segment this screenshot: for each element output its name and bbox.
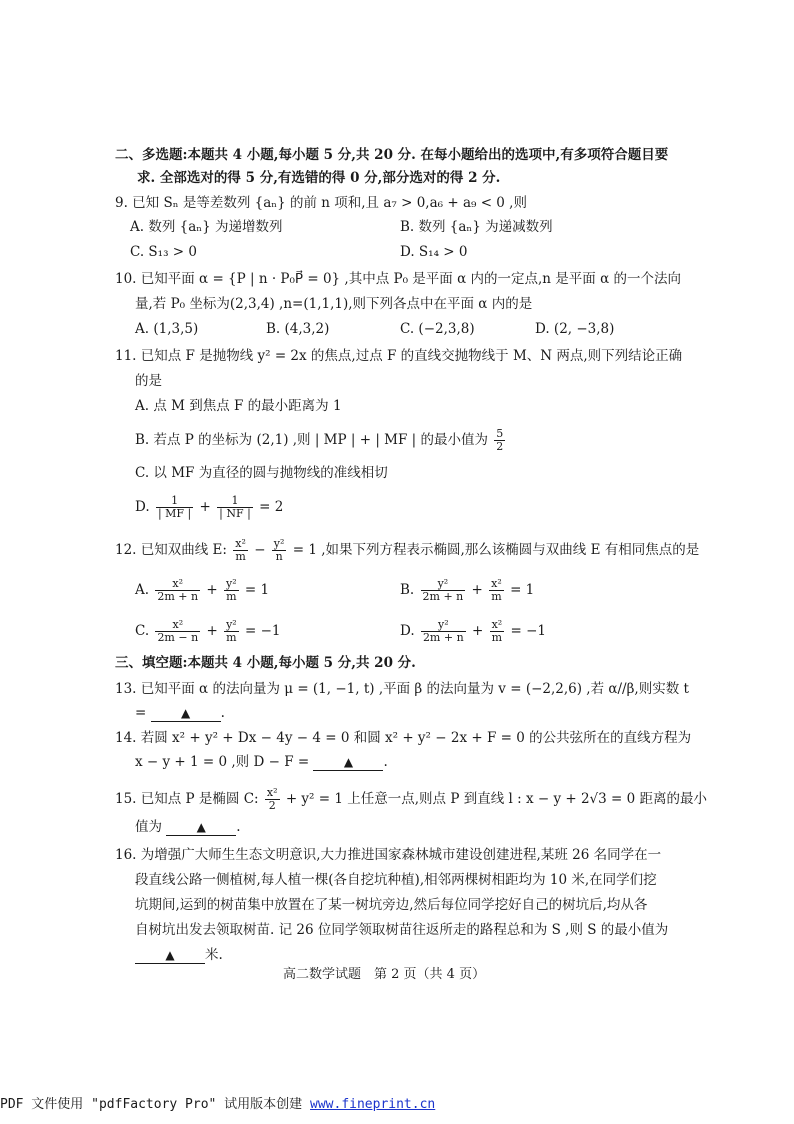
q13-line2 (135, 704, 225, 722)
q11-d-frac2 (217, 495, 253, 520)
q11-b-frac-den: 2 (496, 440, 504, 453)
q12-stem-frac2 (272, 538, 287, 563)
q12-d-op: + (471, 623, 484, 639)
q12-stem-post: = 1 ,如果下列方程表示椭圆,那么该椭圆与双曲线 E 有相同焦点的是 (292, 542, 700, 558)
q13-stem: 13. 已知平面 α 的法向量为 μ = (1, −1, t) ,平面 β 的法向量为 v = (−2,2,6) ,若 α//β,则实数 t (115, 681, 689, 697)
q12-d-frac1-num: y² (421, 619, 466, 632)
q12-stem-frac2-den: n (275, 550, 283, 563)
q10-option-a: A. (1,3,5) (135, 321, 199, 337)
q13-period: . (220, 705, 225, 721)
q9-option-c: C. S₁₃ > 0 (130, 244, 197, 260)
q12-b-rhs: = 1 (510, 582, 535, 598)
q11-d-frac1-den: | MF | (157, 507, 192, 520)
q12-stem-frac1 (233, 538, 248, 563)
q12-stem (115, 538, 699, 563)
q12-c-frac1-den: 2m − n (157, 631, 199, 644)
q16-unit: 米. (205, 947, 223, 963)
section2-header: 二、多选题:本题共 4 小题,每小题 5 分,共 20 分. 在每小题给出的选项中,有多项符合题目要 (115, 147, 669, 163)
q15-stem-pre: 15. 已知点 P 是椭圆 C: (115, 791, 259, 807)
blank-triangle-icon: ▲ (180, 706, 191, 720)
q9-option-a: A. 数列 {aₙ} 为递增数列 (130, 219, 283, 235)
q12-c-frac2-num: y² (226, 618, 237, 631)
q12-c-label: C. (135, 623, 150, 639)
q16-line4: 自树坑出发去领取树苗. 记 26 位同学领取树苗往返所走的路程总和为 S ,则 S 的最小值为 (135, 922, 669, 938)
q16-answer-blank[interactable] (135, 948, 205, 964)
q12-stem-minus: − (254, 542, 266, 558)
q15-period: . (236, 819, 241, 835)
q14-stem: 14. 若圆 x² + y² + Dx − 4y − 4 = 0 和圆 x² + y² − 2x + F = 0 的公共弦所在的直线方程为 (115, 730, 692, 746)
q11-stem-line1: 11. 已知点 F 是抛物线 y² = 2x 的焦点,过点 F 的直线交抛物线于 M、N 两点,则下列结论正确 (115, 348, 683, 364)
q12-c-rhs: = −1 (245, 623, 281, 639)
q12-stem-frac1-num: x² (235, 537, 246, 550)
q11-d-equals: = 2 (259, 499, 284, 515)
q15-frac-num: x² (266, 786, 278, 799)
q12-b-frac1-den: 2m + n (422, 590, 464, 603)
q11-option-c: C. 以 MF 为直径的圆与抛物线的准线相切 (135, 465, 388, 481)
q11-d-frac2-den: | NF | (219, 507, 251, 520)
q9-option-d: D. S₁₄ > 0 (400, 244, 468, 260)
q15-frac-den: 2 (268, 799, 276, 812)
q12-d-label: D. (400, 623, 415, 639)
q15-line2-text: 值为 (135, 819, 162, 835)
q11-b-frac-num: 5 (496, 427, 504, 440)
q14-period: . (383, 754, 388, 770)
q12-c-frac1-num: x² (155, 619, 200, 632)
section2-header-cont: 求. 全部选对的得 5 分,有选错的得 0 分,部分选对的得 2 分. (137, 170, 501, 186)
q12-stem-frac1-den: m (235, 550, 246, 563)
blank-triangle-icon: ▲ (196, 820, 206, 834)
page-footer: 高二数学试题 第 2 页（共 4 页） (283, 967, 486, 982)
q12-c-frac2 (224, 619, 239, 644)
q12-d-frac2 (490, 619, 505, 644)
q12-stem-pre: 12. 已知双曲线 E: (115, 542, 227, 558)
blank-triangle-icon: ▲ (343, 755, 354, 769)
q12-c-frac1 (155, 619, 200, 644)
q12-a-rhs: = 1 (244, 582, 270, 598)
q12-a-op: + (206, 582, 218, 598)
q12-d-frac1 (421, 619, 466, 644)
q10-option-c: C. (−2,3,8) (400, 321, 475, 337)
q14-answer-blank[interactable] (313, 755, 383, 771)
q11-d-plus: + (199, 499, 211, 515)
blank-triangle-icon: ▲ (165, 948, 175, 962)
q16-line1: 16. 为增强广大师生生态文明意识,大力推进国家森林城市建设创建进程,某班 26 名同学在一 (115, 847, 662, 863)
q11-stem-line2: 的是 (135, 373, 162, 389)
q11-d-frac1 (156, 495, 193, 520)
q10-stem-line1: 10. 已知平面 α = {P | n · P₀P⃗ = 0} ,其中点 P₀ 是平面 α 内的一定点,n 是平面 α 的一个法向 (115, 271, 681, 287)
q12-d-frac2-num: x² (491, 618, 503, 631)
q11-d-frac2-num: 1 (217, 495, 253, 508)
q12-option-d (400, 619, 546, 644)
q11-d-frac1-num: 1 (156, 495, 193, 508)
q12-a-frac1 (155, 578, 200, 603)
q10-stem-line2: 量,若 P₀ 坐标为(2,3,4) ,n=(1,1,1),则下列各点中在平面 α 内的是 (135, 296, 533, 312)
q11-d-label: D. (135, 499, 150, 515)
q12-c-op: + (206, 623, 218, 639)
q12-a-frac2 (224, 578, 239, 603)
pdf-footer-link[interactable]: www.fineprint.cn (310, 1097, 436, 1112)
q11-option-a: A. 点 M 到焦点 F 的最小距离为 1 (135, 398, 342, 414)
q16-line5 (135, 946, 223, 964)
q12-d-frac1-den: 2m + n (422, 631, 464, 644)
q11-option-b-fraction (494, 428, 505, 453)
q12-c-frac2-den: m (226, 631, 237, 644)
q12-b-frac2-den: m (491, 590, 502, 603)
q13-equals: = (135, 705, 147, 721)
q12-option-c (135, 619, 281, 644)
q15-line2 (135, 818, 241, 836)
q15-stem-frac (265, 787, 280, 812)
q12-b-frac2 (489, 578, 504, 603)
q12-d-frac2-den: m (491, 631, 503, 644)
q12-b-frac1 (421, 578, 466, 603)
pdf-footer (0, 1093, 435, 1112)
q16-line3: 坑期间,运到的树苗集中放置在了某一树坑旁边,然后每位同学挖好自己的树坑后,均从各 (135, 897, 648, 913)
q12-option-b (400, 578, 534, 603)
q11-option-d (135, 495, 283, 520)
q12-a-frac2-den: m (226, 590, 237, 603)
q12-b-op: + (471, 582, 483, 598)
q12-a-frac1-num: x² (155, 578, 200, 591)
q14-line2 (135, 753, 388, 771)
q14-line2-text: x − y + 1 = 0 ,则 D − F = (135, 754, 310, 770)
q12-b-label: B. (400, 582, 415, 598)
q12-stem-frac2-num: y² (273, 537, 285, 550)
q12-a-label: A. (135, 582, 150, 598)
q15-answer-blank[interactable] (166, 820, 236, 836)
section3-header: 三、填空题:本题共 4 小题,每小题 5 分,共 20 分. (115, 655, 416, 671)
q12-a-frac1-den: 2m + n (157, 590, 199, 603)
q9-option-b: B. 数列 {aₙ} 为递减数列 (400, 219, 553, 235)
q16-line2: 段直线公路一侧植树,每人植一棵(各自挖坑种植),相邻两棵树相距均为 10 米,在同学们挖 (135, 872, 657, 888)
q11-option-b-text: B. 若点 P 的坐标为 (2,1) ,则 | MP | + | MF | 的最小值为 (135, 432, 488, 448)
q15-stem-post: + y² = 1 上任意一点,则点 P 到直线 l : x − y + 2√3 = 0 距离的最小 (285, 791, 708, 807)
q11-option-b (135, 428, 507, 453)
q12-a-frac2-num: y² (225, 577, 237, 590)
q10-option-b: B. (4,3,2) (266, 321, 330, 337)
q15-stem (115, 787, 707, 812)
q13-answer-blank[interactable] (151, 706, 221, 722)
pdf-footer-text: PDF 文件使用 "pdfFactory Pro" 试用版本创建 (0, 1097, 303, 1112)
q12-option-a (135, 578, 269, 603)
q12-b-frac1-num: y² (421, 578, 466, 591)
q12-b-frac2-num: x² (491, 577, 502, 590)
q9-stem: 9. 已知 Sₙ 是等差数列 {aₙ} 的前 n 项和,且 a₇ > 0,a₆ + a₉ < 0 ,则 (115, 195, 527, 211)
q12-d-rhs: = −1 (510, 623, 547, 639)
q10-option-d: D. (2, −3,8) (535, 321, 615, 337)
